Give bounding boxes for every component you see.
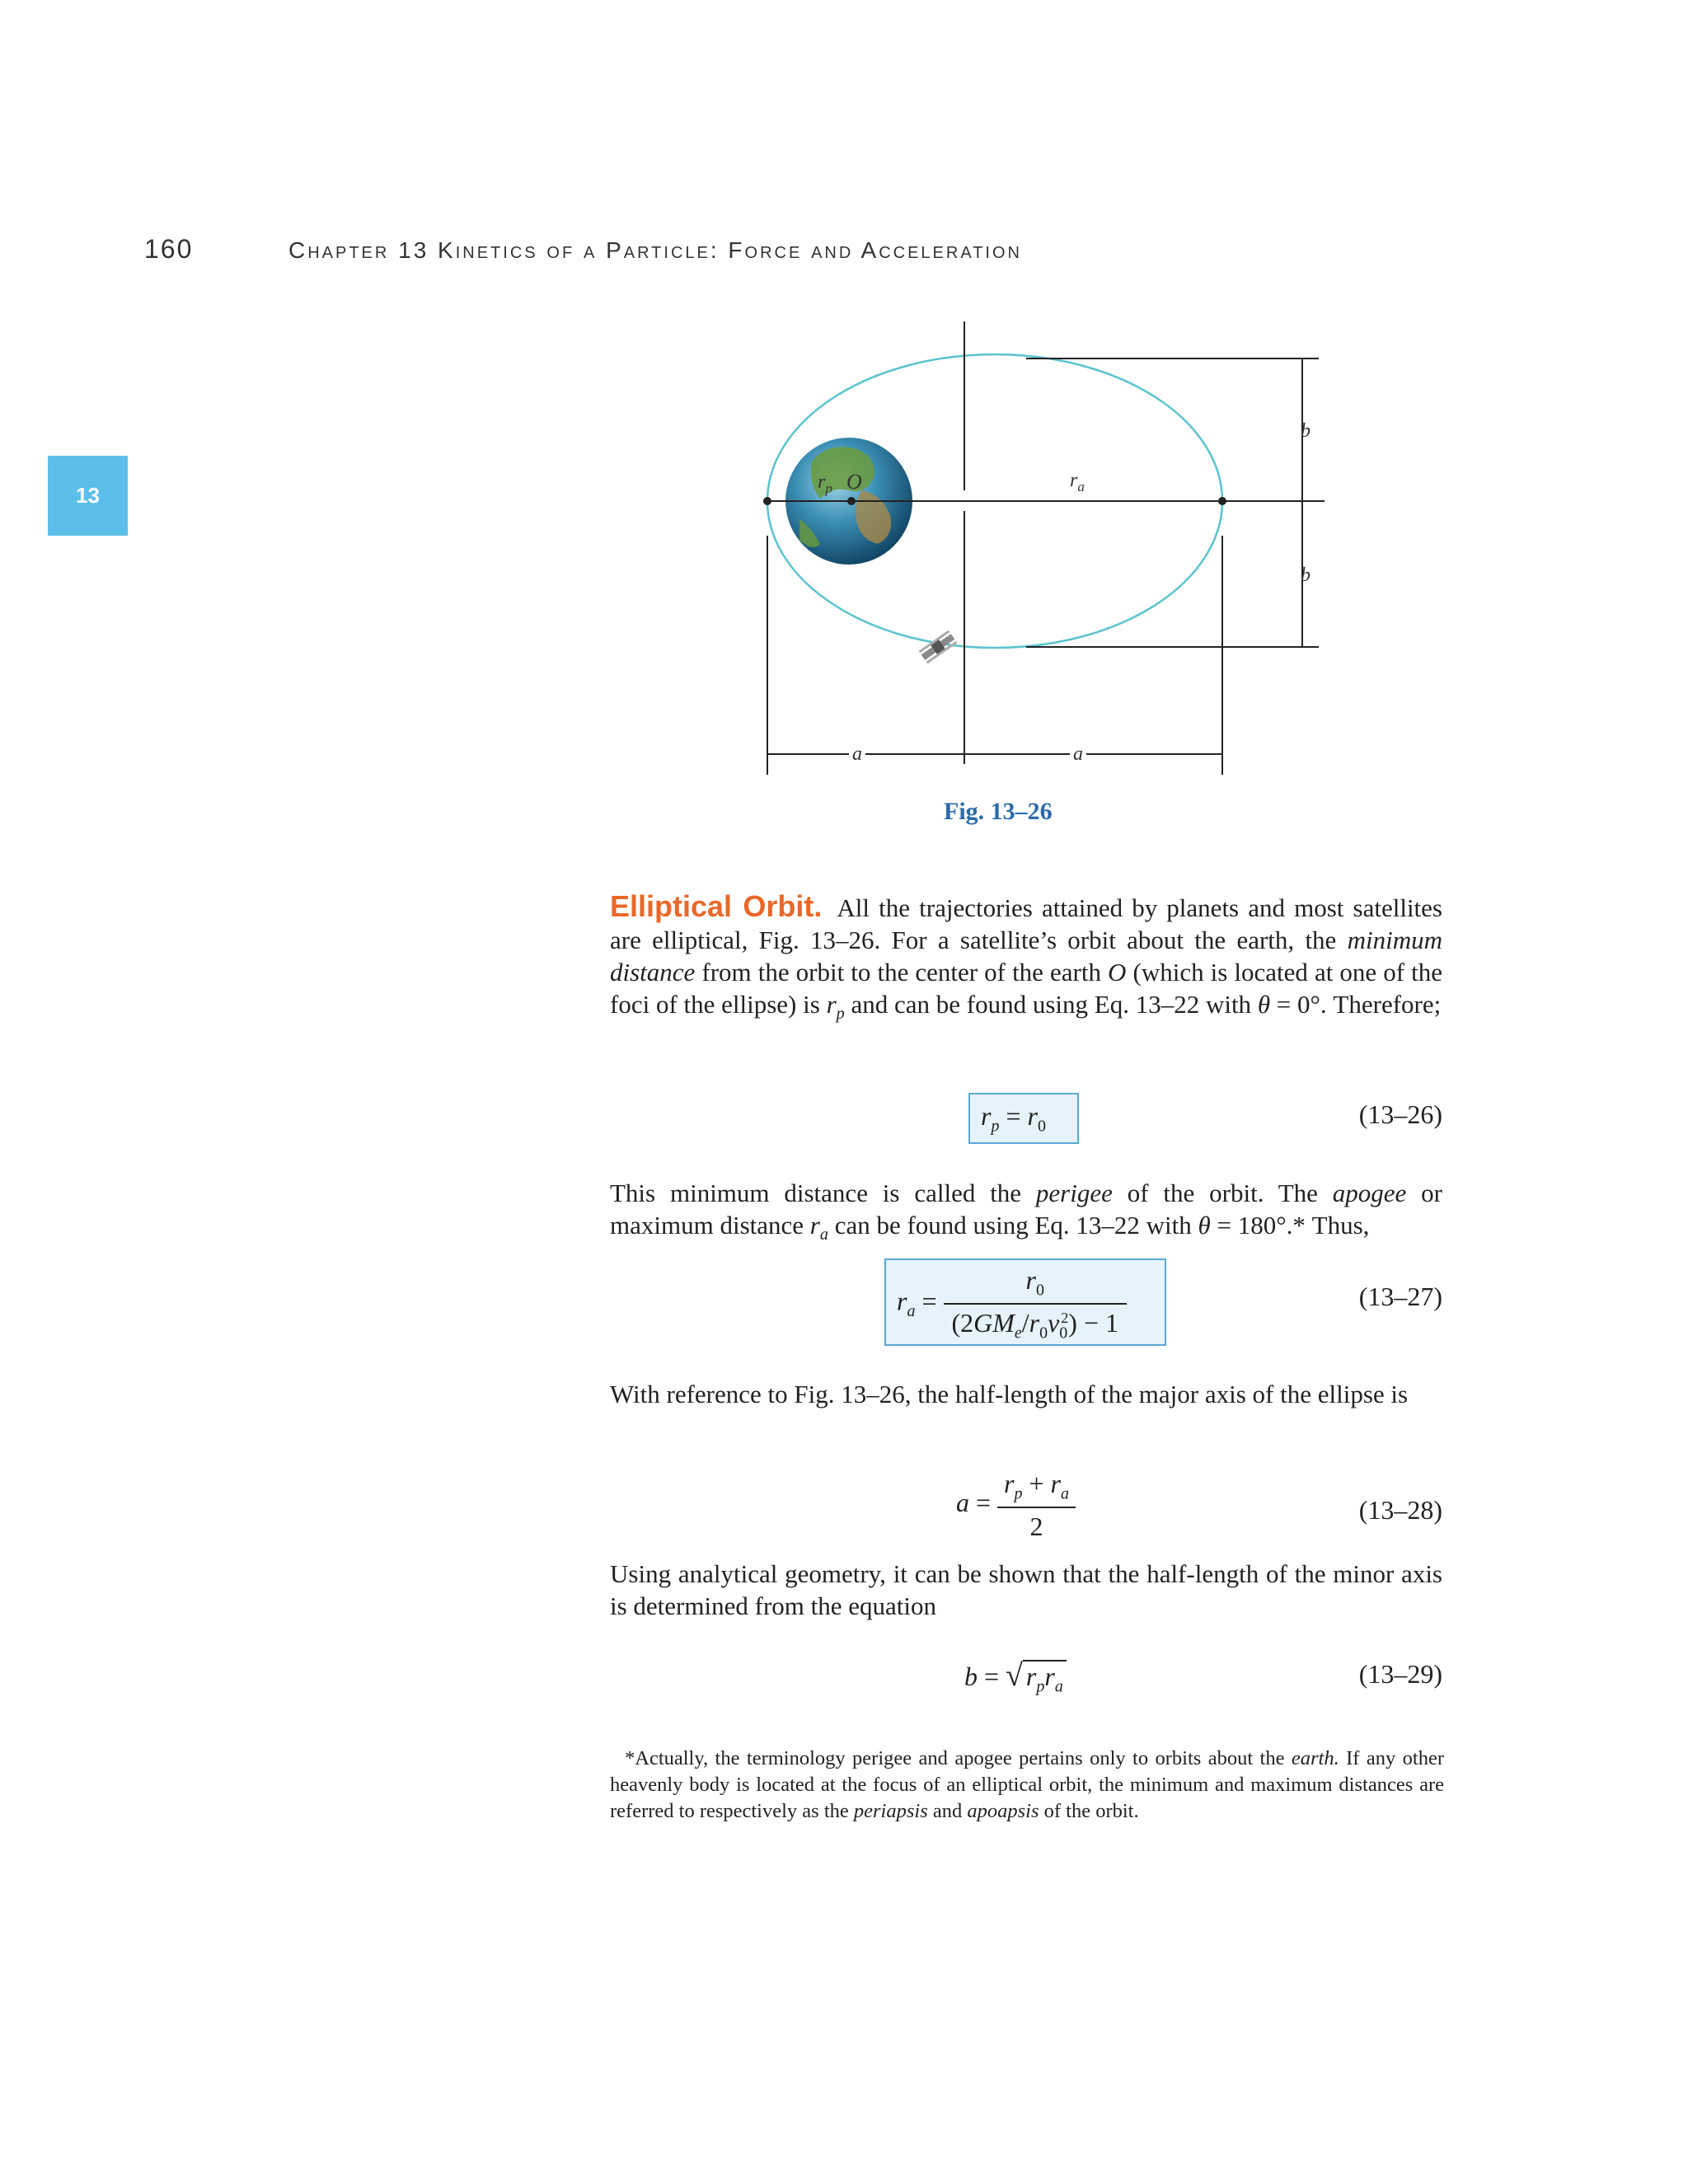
paragraph-1-run: = 0°. Therefore; <box>1270 990 1442 1019</box>
label-O: O <box>846 470 862 494</box>
paragraph-perigee <box>610 1177 1442 1251</box>
paragraph-3-text: With reference to Fig. 13–26, the half-length of the major axis of the ellipse is <box>610 1380 1409 1408</box>
fraction: $\frac{r_p + r_a}{2}$ <box>997 1469 1076 1542</box>
label-rp <box>818 471 832 497</box>
footnote-run: of the orbit. <box>1039 1800 1139 1822</box>
perigee-point <box>763 497 771 505</box>
paragraph-2-run: of the orbit. The <box>1112 1179 1333 1207</box>
equation-13-26 <box>610 1093 1442 1144</box>
footnote-run: and <box>927 1800 968 1822</box>
label-ra-sub: a <box>1077 478 1085 494</box>
paragraph-1-run: O <box>1108 958 1127 987</box>
label-a-right: a <box>1070 743 1086 766</box>
page-number: 160 <box>144 234 194 264</box>
label-ra <box>1070 470 1085 495</box>
paragraph-2-text <box>610 1179 1443 1244</box>
label-b-top: b <box>1301 420 1311 442</box>
paragraph-1-run: from the orbit to the center of the earth <box>695 958 1109 987</box>
paragraph-2-run: or maximum distance <box>610 1179 1443 1240</box>
paragraph-major-axis <box>610 1378 1442 1410</box>
orbit-diagram <box>717 313 1343 791</box>
paragraph-1-run: θ <box>1257 990 1271 1019</box>
footnote <box>610 1746 1444 1825</box>
focus-point <box>847 497 856 505</box>
paragraph-elliptical-orbit <box>610 890 1442 1030</box>
paragraph-2-run: = 180°.* Thus, <box>1210 1211 1370 1240</box>
footnote-run: apoapsis <box>967 1800 1039 1822</box>
label-ra-r: r <box>1070 470 1078 491</box>
equation-number: (13–29) <box>1358 1659 1442 1689</box>
footnote-run: periapsis <box>853 1800 928 1822</box>
footnote-run: If any other heavenly body is located at the focus of an elliptical orbit, the minimum and maximum distances are referred to respectively as the <box>610 1747 1444 1822</box>
paragraph-2-run: perigee <box>1035 1179 1113 1207</box>
equation-expr: a = $\frac{r_p + r_a}{2}$ <box>956 1469 1076 1542</box>
paragraph-2-run: r <box>809 1211 820 1240</box>
equation-expr: $r_a$ = $\frac{r_0}{(2GM_e/r_0v_0^2) - 1}$ <box>897 1265 1127 1343</box>
footnote-text <box>610 1746 1444 1825</box>
orbit-figure <box>717 313 1343 791</box>
equation-number: (13–27) <box>1358 1282 1442 1311</box>
paragraph-2-run: This minimum distance is called the <box>610 1179 1036 1207</box>
paragraph-1-run: All the trajectories attained by planets and most satellites are elliptical, Fig. 13–26. For a satellite’s orbit about the earth, the <box>610 893 1442 954</box>
label-b-bottom: b <box>1301 565 1311 586</box>
footnote-run: earth. <box>1291 1747 1339 1769</box>
page-header <box>144 234 1133 274</box>
label-a-left: a <box>849 743 865 766</box>
apogee-point <box>1218 497 1226 505</box>
paragraph-2-run: θ <box>1198 1211 1211 1240</box>
section-title: Elliptical Orbit. <box>610 889 823 923</box>
paragraph-1-run: minimum distance <box>610 926 1442 987</box>
paragraph-2-run: a <box>819 1226 828 1244</box>
paragraph-minor-axis <box>610 1558 1442 1622</box>
equation-expr: $r_p = r_0$ <box>981 1101 1046 1136</box>
equation-number: (13–26) <box>1358 1099 1442 1129</box>
chapter-tab <box>48 456 128 536</box>
paragraph-1-run: r <box>826 990 837 1019</box>
satellite-icon <box>919 630 957 663</box>
equation-13-29 <box>610 1652 1442 1702</box>
paragraph-2-run: apogee <box>1332 1179 1407 1207</box>
equation-13-28 <box>610 1469 1442 1551</box>
running-head: Chapter 13 Kinetics of a Particle: Force and Acceleration <box>288 237 1022 263</box>
equation-expr: b = √ $r_pr_a$ <box>964 1657 1067 1696</box>
paragraph-1-run: p <box>836 1005 845 1024</box>
paragraph-1-run: and can be found using Eq. 13–22 with <box>844 990 1258 1019</box>
paragraph-4-text: Using analytical geometry, it can be shown that the half-length of the minor axis is determined from the equation <box>610 1559 1442 1620</box>
label-rp-r: r <box>818 471 826 493</box>
label-rp-sub: p <box>825 480 832 496</box>
fraction: $\frac{r_0}{(2GM_e/r_0v_0^2) - 1}$ <box>944 1265 1127 1343</box>
equation-13-27 <box>610 1258 1442 1345</box>
paragraph-1-run: (which is located at one of the foci of the ellipse) is <box>610 958 1442 1019</box>
figure-caption: Fig. 13–26 <box>944 798 1053 825</box>
equation-number: (13–28) <box>1358 1495 1442 1525</box>
footnote-run: *Actually, the terminology perigee and apogee pertains only to orbits about the <box>625 1747 1292 1769</box>
chapter-tab-label: 13 <box>76 483 100 508</box>
paragraph-2-run: can be found using Eq. 13–22 with <box>828 1211 1198 1240</box>
